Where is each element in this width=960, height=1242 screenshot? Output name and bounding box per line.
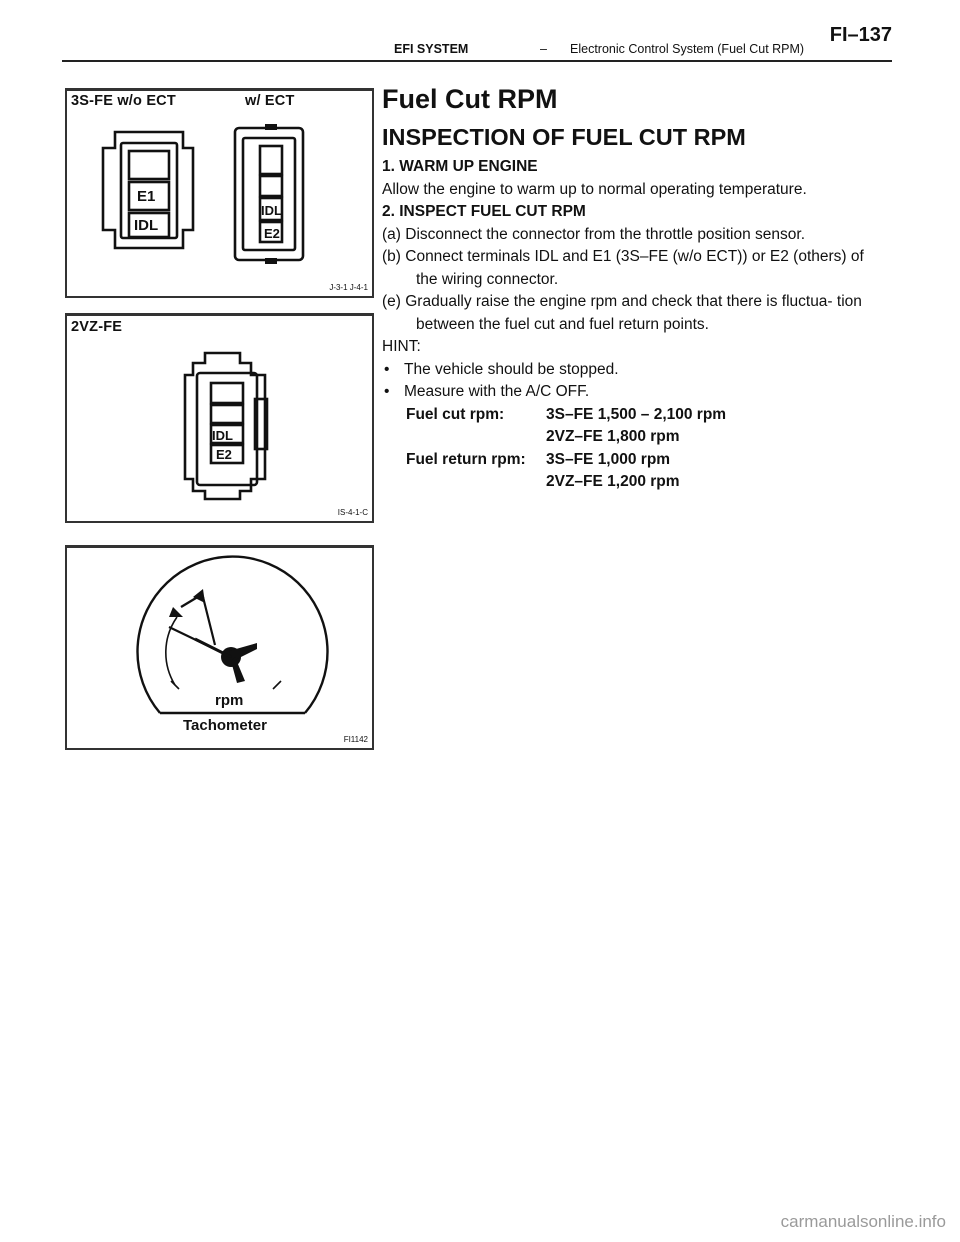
step-1-heading: 1. WARM UP ENGINE (382, 158, 538, 175)
page-number: FI–137 (829, 24, 892, 46)
figure-label-2vz-fe: 2VZ-FE (71, 319, 123, 335)
terminal-label: E2 (264, 226, 280, 241)
tachometer-caption: Tachometer (183, 717, 267, 734)
bullet-icon: • (384, 360, 390, 378)
connector-diagram-3s-fe (65, 88, 374, 298)
step-2-heading: 2. INSPECT FUEL CUT RPM (382, 203, 586, 220)
terminal-label: IDL (261, 203, 282, 218)
terminal-label: IDL (134, 217, 159, 234)
header-section-name: EFI SYSTEM (394, 42, 469, 56)
step-2b-text: (b) Connect terminals IDL and E1 (3S–FE (w/o ECT)) or E2 (others) of the wiring connector. (382, 248, 864, 288)
hint-text: Measure with the A/C OFF. (404, 383, 590, 400)
terminal-label: E1 (137, 188, 156, 205)
terminal-label: E2 (216, 447, 232, 462)
figure-code: FI1142 (343, 735, 368, 744)
rpm-arrow-down-icon (169, 607, 183, 617)
figure-code: IS-4-1-C (337, 508, 368, 517)
hint-label: HINT: (382, 338, 421, 355)
step-2e-text: (e) Gradually raise the engine rpm and check that there is fluctua- tion between the fuel cut and fuel return points. (382, 293, 862, 333)
figure-2vz-fe-connector (65, 313, 374, 523)
watermark: carmanualsonline.info (780, 1212, 946, 1231)
spec-value: 2VZ–FE 1,200 rpm (546, 473, 680, 490)
connector-diagram-2vz-fe (65, 313, 374, 523)
spec-row (382, 404, 882, 427)
spec-label: Fuel return rpm: (406, 450, 526, 468)
rpm-arrow-up-icon (193, 589, 205, 603)
figure-tachometer (65, 545, 374, 750)
spec-value: 3S–FE 1,500 – 2,100 rpm (546, 405, 727, 423)
subsection-title: INSPECTION OF FUEL CUT RPM (382, 124, 746, 150)
page-header (62, 22, 892, 64)
figure-label-w-ect: w/ ECT (245, 93, 295, 109)
spec-value: 2VZ–FE 1,800 rpm (546, 428, 680, 445)
main-content (382, 82, 882, 494)
spec-row (382, 449, 882, 472)
figure-label-3s-fe-wo-ect: 3S-FE w/o ECT (71, 93, 176, 109)
spec-row (382, 426, 882, 449)
hint-item (382, 359, 882, 382)
spec-label: Fuel cut rpm: (406, 405, 505, 423)
rpm-unit-label: rpm (215, 692, 244, 709)
figure-3s-fe-connectors (65, 88, 374, 298)
figure-code: J-3-1 J-4-1 (329, 283, 368, 292)
header-separator: – (540, 42, 547, 56)
tachometer-diagram (65, 545, 374, 750)
header-title: Electronic Control System (Fuel Cut RPM) (570, 42, 805, 56)
step-1-text: Allow the engine to warm up to normal operating temperature. (382, 180, 807, 198)
terminal-label: IDL (212, 428, 233, 443)
spec-row (382, 471, 882, 494)
spec-value: 3S–FE 1,000 rpm (546, 450, 671, 468)
step-2a-text: (a) Disconnect the connector from the throttle position sensor. (382, 225, 806, 243)
hint-item (382, 381, 882, 404)
header-rule (62, 60, 892, 62)
bullet-icon: • (384, 383, 390, 400)
section-title: Fuel Cut RPM (382, 84, 558, 114)
hint-text: The vehicle should be stopped. (404, 360, 619, 378)
